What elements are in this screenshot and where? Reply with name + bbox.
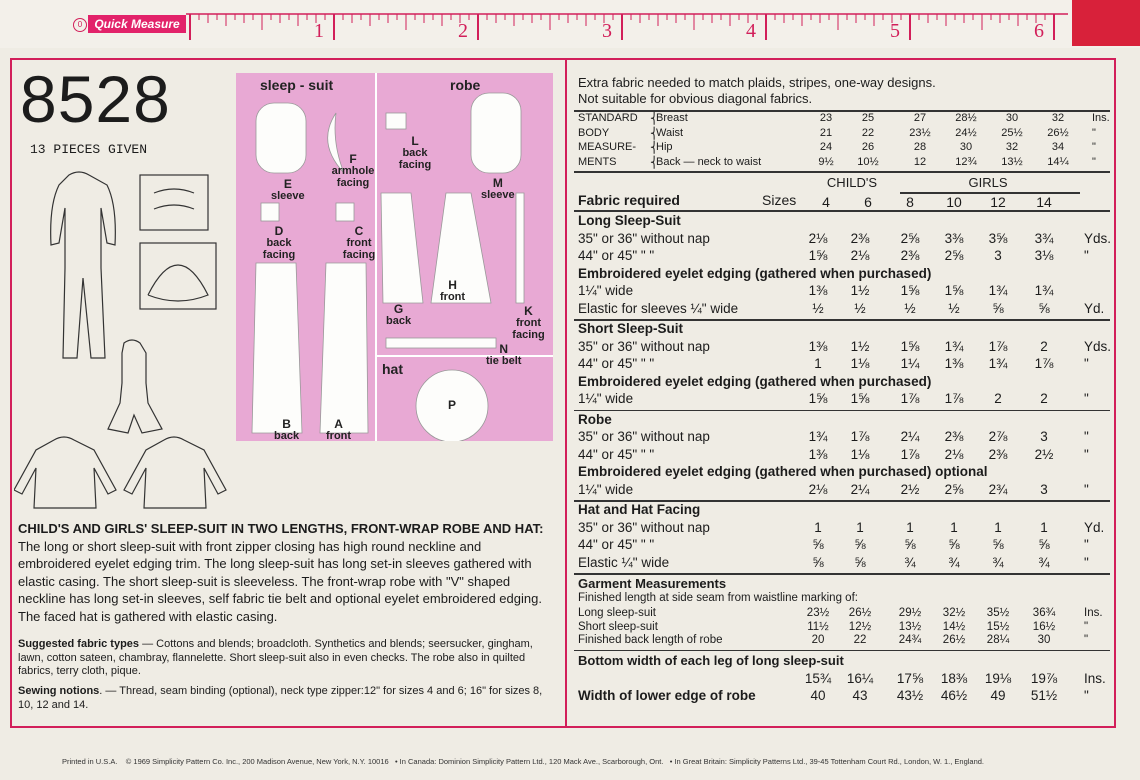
piece-letter: M — [492, 176, 503, 190]
body-measurement-value: 21 — [819, 126, 833, 139]
footer-copyright: © 1969 Simplicity Pattern Co. Inc., 200 Madison Avenue, New York, N.Y. 10016 — [125, 757, 389, 766]
body-measurement-value: 23 — [819, 112, 833, 124]
fabric-row-name: 35" or 36" without nap — [578, 519, 710, 535]
fabric-row-value: 2⅝ — [944, 248, 964, 263]
fabric-row-value: ⅝ — [854, 537, 866, 552]
body-measurement-name: Waist — [656, 126, 684, 139]
garment-sketches — [14, 165, 234, 515]
fabric-row-name: 35" or 36" without nap — [578, 429, 710, 444]
fabric-row-value: 1⅜ — [808, 283, 828, 298]
pattern-piece-e — [271, 178, 305, 202]
fabric-row-value: 2 — [1040, 391, 1048, 406]
fabric-row-value: ½ — [854, 300, 866, 316]
unit: " — [1084, 481, 1089, 497]
fabric-row-value: 2⅜ — [900, 248, 920, 263]
pattern-description — [18, 520, 556, 625]
fabric-row-value: 2⅛ — [808, 230, 828, 246]
fabric-row-value: 1⅞ — [944, 391, 964, 406]
body-measurement-label: BODY — [578, 126, 610, 139]
pattern-piece-f — [324, 153, 382, 189]
fabric-row-value: 1¾ — [944, 338, 964, 354]
leg-width-title: Bottom width of each leg of long sleep-suit — [578, 652, 844, 668]
size-header: 12 — [990, 194, 1006, 210]
hat-title: hat — [382, 361, 403, 377]
piece-name: sleeve — [271, 190, 305, 202]
brace: ⎨ — [650, 156, 659, 169]
fabric-row-value: ⅝ — [1038, 300, 1050, 316]
fabric-row-name: 35" or 36" without nap — [578, 338, 710, 354]
body-measurement-value: 32 — [1005, 141, 1019, 153]
pieces-count: 13 PIECES GIVEN — [30, 142, 148, 157]
fabric-row-value: ⅝ — [992, 537, 1004, 552]
fabric-row-value: ⅝ — [1038, 537, 1050, 552]
fabric-row-value: 1⅝ — [900, 283, 920, 298]
fabric-row-value: ¾ — [992, 554, 1004, 570]
fabric-row-name: 44" or 45" " " — [578, 356, 655, 371]
fabric-section-title: Long Sleep-Suit — [578, 213, 681, 228]
leg-width-value: 19⅞ — [1030, 670, 1058, 686]
table-rule — [574, 650, 1110, 652]
fabric-row-value: 1¾ — [808, 429, 828, 444]
body-measurement-value: 10½ — [857, 155, 879, 168]
fabric-row-value: 1 — [994, 519, 1002, 535]
fabric-row-value: ½ — [812, 300, 824, 316]
fabric-row-value: 1⅝ — [944, 283, 964, 298]
size-header: 10 — [946, 194, 962, 210]
brace: ⎨ — [650, 142, 659, 154]
pattern-piece-g — [386, 303, 411, 327]
fabric-row-value: 3 — [994, 248, 1002, 263]
garment-row-value: 30 — [1037, 634, 1051, 646]
piece-letter: G — [393, 302, 404, 316]
ruler-inch-label: 5 — [890, 20, 900, 42]
garment-row-value: 15½ — [986, 620, 1010, 633]
unit: " — [1092, 126, 1096, 139]
pattern-piece-l — [386, 135, 444, 171]
unit: " — [1092, 141, 1096, 153]
fabric-row-name: 1¼" wide — [578, 481, 634, 497]
footer-printed: Printed in U.S.A. — [62, 757, 118, 766]
ruler-inch-label: 1 — [314, 20, 324, 42]
garment-row-value: 12½ — [848, 620, 872, 633]
body-measurement-name: Back — neck to waist — [656, 155, 762, 168]
size-header: 6 — [864, 194, 872, 210]
fabric-row-value: 3⅛ — [1034, 248, 1054, 263]
fabric-row-name: 1¼" wide — [578, 391, 634, 406]
fabric-row-value: 3⅝ — [988, 230, 1008, 246]
girls-label: GIRLS — [968, 175, 1008, 190]
sleep-suit-title: sleep - suit — [260, 77, 334, 93]
fabric-row-value: 1¾ — [988, 283, 1008, 298]
fabric-row-value: ⅝ — [948, 537, 960, 552]
body-measurement-value: 30 — [1005, 112, 1019, 124]
fabric-row-value: 1⅛ — [850, 356, 870, 371]
unit: Yd. — [1084, 300, 1105, 316]
childs-label: CHILD'S — [826, 175, 878, 190]
fabric-row-value: 2¼ — [850, 481, 870, 497]
robe-width-value: 40 — [810, 687, 826, 703]
piece-letter: F — [349, 152, 357, 166]
body-measurement-value: 12¾ — [955, 155, 977, 168]
body-measurement-value: 22 — [861, 126, 875, 139]
fabric-row-value: 1 — [814, 519, 822, 535]
leg-width-value: 15¾ — [804, 670, 832, 686]
unit: " — [1084, 446, 1089, 462]
robe-width-value: 49 — [990, 687, 1006, 703]
fabrics-label: Suggested fabric types — [18, 638, 140, 650]
unit: " — [1084, 356, 1089, 371]
fabric-row-value: 3 — [1040, 429, 1048, 444]
fabric-row-value: 2⅝ — [900, 230, 920, 246]
fabric-row-value: 2⅛ — [850, 248, 870, 263]
fabric-section-title: Hat and Hat Facing — [578, 502, 701, 517]
ruler-inch-label: 3 — [602, 20, 612, 42]
pattern-piece-p — [448, 399, 456, 411]
fabric-row-value: ⅝ — [904, 537, 916, 552]
size-header: 8 — [906, 194, 914, 210]
unit: Ins. — [1092, 112, 1110, 124]
fabric-row-value: 1 — [906, 519, 914, 535]
fabric-row-value: 2⅝ — [944, 481, 964, 497]
pattern-piece-n — [486, 343, 521, 367]
garment-row-value: 36¾ — [1032, 607, 1056, 619]
pattern-number: 8528 — [20, 62, 171, 136]
piece-letter: E — [283, 177, 292, 191]
fabric-row-value: 2⅜ — [944, 429, 964, 444]
leg-width-value: 18⅜ — [940, 670, 968, 686]
fabric-row-value: ¾ — [904, 554, 916, 570]
body-measurement-value: 23½ — [909, 126, 931, 139]
unit: " — [1084, 620, 1089, 633]
body-measurement-value: 27 — [913, 112, 927, 124]
fabric-row-value: 1 — [950, 519, 958, 535]
size-header: 14 — [1036, 194, 1052, 210]
piece-name: sleeve — [481, 189, 515, 201]
garment-title: Garment Measurements — [578, 576, 727, 591]
sizes-label: Sizes — [762, 192, 797, 208]
fabric-row-value: 1⅞ — [900, 391, 920, 406]
piece-name: front — [326, 430, 352, 442]
piece-letter: H — [448, 278, 457, 292]
fabrics-text: — Cottons and blends; broadcloth. Synthetics and blends; seersucker, gingham, lawn, cotton sateen, chambray, flannelette. Short sleep-suit also in even checks. The robe also in quilted fabrics, terry cloth, pique. — [18, 638, 533, 677]
piece-name: front facing — [512, 317, 545, 341]
fabric-row-name: 44" or 45" " " — [578, 248, 655, 263]
fabric-row-value: 1⅞ — [1034, 356, 1054, 371]
garment-row-value: 28¼ — [986, 634, 1010, 646]
fabric-row-value: ⅝ — [812, 537, 824, 552]
fabric-row-value: 1⅞ — [988, 338, 1008, 354]
fabric-row-name: Elastic for sleeves ¼" wide — [578, 300, 739, 316]
fabric-row-value: 1 — [856, 519, 864, 535]
fabric-row-value: 1 — [814, 356, 822, 371]
pattern-piece-b — [274, 418, 299, 442]
body-measurement-value: 28 — [913, 141, 927, 153]
fabric-row-value: 1¼ — [900, 356, 920, 371]
garment-row-value: 26½ — [942, 634, 966, 646]
ruler-inch-label: 4 — [746, 20, 756, 42]
leg-width-value: 16¼ — [846, 670, 874, 686]
ruler-inch-label: 2 — [458, 20, 468, 42]
unit: " — [1084, 687, 1089, 703]
piece-letter: K — [524, 304, 533, 318]
garment-row-value: 24¾ — [898, 634, 922, 646]
garment-row-value: 32½ — [942, 607, 966, 619]
piece-name: armhole facing — [331, 165, 375, 189]
fabric-row-value: 1⅝ — [808, 391, 828, 406]
body-measurement-label: MENTS — [578, 155, 617, 168]
fabric-row-value: 2⅞ — [988, 429, 1008, 444]
robe-width-value: 43 — [852, 687, 868, 703]
fabric-row-value: ½ — [948, 300, 960, 316]
description-body: The long or short sleep-suit with front zipper closing has high round neckline and embroidered eyelet edging trim. The long sleep-suit has long set-in sleeves gathered with elastic casing. The short sleep-suit is sleeveless. The front-wrap robe with "V" shaped neckline has long set-in sleeves, self fabric tie belt and optional eyelet embroidered edging. The faced hat is gathered with elastic casing. — [18, 538, 542, 624]
fabric-row-name: 44" or 45" " " — [578, 537, 655, 552]
garment-row-value: 23½ — [806, 607, 830, 619]
suggested-fabrics — [18, 638, 556, 679]
piece-letter: P — [448, 398, 457, 412]
notions-text: . — Thread, seam binding (optional), neck type zipper:12" for sizes 4 and 6; 16" for sizes 8, 10, 12 and 14. — [18, 685, 543, 711]
piece-name: front — [440, 291, 466, 303]
fabric-row-value: ¾ — [1038, 554, 1050, 570]
ruler-inch-label: 6 — [1034, 20, 1044, 42]
piece-name: back facing — [262, 237, 296, 261]
piece-name: back — [386, 315, 412, 327]
column-divider — [565, 60, 567, 726]
table-rule — [574, 410, 1110, 412]
piece-letter: D — [274, 224, 284, 238]
brace: ⎨ — [650, 127, 659, 140]
fabric-row-value: ½ — [904, 300, 916, 316]
piece-letter: L — [411, 134, 419, 148]
fabric-row-value: 2 — [1040, 338, 1048, 354]
robe-width-value: 46½ — [940, 687, 968, 703]
fabric-row-name: Elastic ¼" wide — [578, 554, 670, 570]
fabric-row-value: 2⅛ — [944, 446, 964, 462]
note-line: Not suitable for obvious diagonal fabrics. — [578, 91, 813, 106]
fabric-row-value: 2⅜ — [988, 446, 1008, 462]
body-measurement-value: 30 — [959, 141, 973, 153]
fabric-row-value: ⅝ — [992, 300, 1004, 316]
garment-subtitle: Finished length at side seam from waistline marking of: — [578, 592, 858, 604]
fabric-section-title: Embroidered eyelet edging (gathered when purchased) — [578, 265, 932, 281]
fabric-section-title: Embroidered eyelet edging (gathered when purchased) optional — [578, 464, 988, 479]
pattern-piece-m — [481, 177, 515, 201]
garment-row-value: 29½ — [898, 607, 922, 619]
piece-name: back — [274, 430, 300, 442]
garment-row-name: Finished back length of robe — [578, 634, 723, 646]
fabric-row-value: 3¾ — [1034, 230, 1054, 246]
ruler-zero-marker: 0 — [73, 18, 87, 32]
fabric-row-value: 2⅜ — [850, 230, 870, 246]
pattern-piece-k — [504, 305, 553, 341]
unit: " — [1084, 391, 1089, 406]
fabric-notes — [578, 75, 936, 107]
fabric-row-value: 1⅛ — [850, 446, 870, 462]
unit: Ins. — [1084, 670, 1106, 686]
fabric-required-title: Fabric required — [578, 192, 680, 208]
fabric-section-title: Short Sleep-Suit — [578, 321, 684, 336]
piece-letter: B — [282, 417, 291, 431]
leg-width-value: 19⅛ — [984, 670, 1012, 686]
fabric-row-name: 44" or 45" " " — [578, 446, 655, 462]
garment-row-value: 11½ — [807, 620, 829, 633]
fabric-row-value: ⅝ — [854, 554, 866, 570]
fabric-row-value: 3⅜ — [944, 230, 964, 246]
garment-row-value: 22 — [853, 634, 867, 646]
unit: " — [1084, 554, 1089, 570]
unit: " — [1084, 537, 1089, 552]
body-measurement-value: 25 — [861, 112, 875, 124]
piece-name: front facing — [342, 237, 376, 261]
pattern-piece-h — [440, 279, 465, 303]
body-measurement-value: 32 — [1051, 112, 1065, 124]
body-measurement-value: 9½ — [818, 155, 834, 168]
garment-row-value: 26½ — [848, 607, 872, 619]
fabric-row-value: 2 — [994, 391, 1002, 406]
fabric-section-title: Embroidered eyelet edging (gathered when purchased) — [578, 373, 932, 389]
body-measurement-name: Hip — [656, 141, 673, 153]
body-measurement-value: 26½ — [1047, 126, 1069, 139]
quick-measure-label: Quick Measure — [88, 15, 186, 33]
body-measurement-value: 24½ — [955, 126, 977, 139]
size-header: 4 — [822, 194, 830, 210]
body-measurement-value: 24 — [819, 141, 833, 153]
pattern-piece-c — [330, 225, 388, 261]
body-measurement-value: 25½ — [1001, 126, 1023, 139]
leg-width-value: 17⅝ — [896, 670, 924, 686]
piece-letter: A — [334, 417, 343, 431]
fabric-row-value: 1 — [1040, 519, 1048, 535]
fabric-row-value: 1⅜ — [808, 338, 828, 354]
fabric-row-value: 1⅜ — [944, 356, 964, 371]
fabric-row-name: 35" or 36" without nap — [578, 230, 710, 246]
corner-tab — [1072, 0, 1140, 46]
body-measurement-label: MEASURE- — [578, 141, 637, 153]
fabric-row-value: 2½ — [1034, 446, 1054, 462]
body-measurement-value: 34 — [1051, 141, 1065, 153]
body-measurement-value: 12 — [913, 155, 927, 168]
robe-title: robe — [450, 77, 481, 93]
fabric-row-value: 1⅞ — [900, 446, 920, 462]
unit: Yds. — [1084, 230, 1112, 246]
footer — [62, 757, 1132, 766]
robe-width-value: 43½ — [896, 687, 924, 703]
footer-canada: • In Canada: Dominion Simplicity Pattern Ltd., 120 Mack Ave., Scarborough, Ont. — [394, 757, 664, 766]
note-line: Extra fabric needed to match plaids, stripes, one-way designs. — [578, 75, 936, 90]
footer-britain: • In Great Britain: Simplicity Patterns Ltd., 39-45 Tottenham Court Rd., London, W. 1., England. — [669, 757, 985, 766]
pattern-pieces-panel — [236, 73, 553, 441]
unit: " — [1092, 155, 1096, 168]
fabric-row-value: ¾ — [948, 554, 960, 570]
fabric-row-value: 1½ — [850, 338, 870, 354]
notions-label: Sewing notions — [18, 685, 100, 697]
table-rule — [574, 573, 1110, 575]
fabric-section-title: Robe — [578, 411, 612, 427]
table-rule — [574, 171, 1110, 173]
body-measurement-label: STANDARD — [578, 112, 638, 124]
sewing-notions — [18, 685, 556, 712]
fabric-row-name: 1¼" wide — [578, 283, 634, 298]
body-measurement-value: 13½ — [1001, 155, 1023, 168]
robe-width-title: Width of lower edge of robe — [578, 687, 756, 703]
fabric-row-value: 1⅝ — [808, 248, 828, 263]
fabric-row-value: 2¼ — [900, 429, 920, 444]
body-measurement-name: Breast — [656, 112, 688, 124]
brace: ⎨ — [650, 113, 659, 125]
description-title: CHILD'S AND GIRLS' SLEEP-SUIT IN TWO LENGTHS, FRONT-WRAP ROBE AND HAT: — [18, 521, 544, 536]
table-rule — [574, 210, 1110, 212]
pattern-piece-d — [250, 225, 308, 261]
garment-row-value: 16½ — [1032, 620, 1056, 633]
fabric-row-value: 2¾ — [988, 481, 1008, 497]
fabric-row-value: 1⅜ — [808, 446, 828, 462]
unit: Yd. — [1084, 519, 1105, 535]
body-measurement-value: 26 — [861, 141, 875, 153]
pattern-piece-a — [326, 418, 351, 442]
fabric-row-value: 1½ — [850, 283, 870, 298]
fabric-row-value: 1⅝ — [900, 338, 920, 354]
body-measurement-value: 28½ — [955, 112, 977, 124]
fabric-row-value: 2½ — [900, 481, 920, 497]
unit: Ins. — [1084, 607, 1103, 619]
garment-row-value: 35½ — [986, 607, 1010, 619]
piece-letter: C — [354, 224, 364, 238]
unit: " — [1084, 634, 1089, 646]
piece-letter: N — [499, 342, 509, 356]
fabric-row-value: 3 — [1040, 481, 1048, 497]
piece-name: back facing — [398, 147, 432, 171]
fabric-row-value: 1¾ — [988, 356, 1008, 371]
garment-row-value: 13½ — [898, 620, 922, 633]
piece-name: tie belt — [486, 355, 522, 367]
garment-row-value: 20 — [811, 634, 825, 646]
fabric-row-value: 1¾ — [1034, 283, 1054, 298]
unit: " — [1084, 429, 1089, 444]
fabric-row-value: 1⅞ — [850, 429, 870, 444]
unit: " — [1084, 248, 1089, 263]
unit: Yds. — [1084, 338, 1112, 354]
garment-row-name: Long sleep-suit — [578, 607, 656, 619]
body-measurement-value: 14¼ — [1047, 155, 1069, 168]
robe-width-value: 51½ — [1030, 687, 1058, 703]
fabric-row-value: ⅝ — [812, 554, 824, 570]
fabric-row-value: 1⅝ — [850, 391, 870, 406]
garment-row-value: 14½ — [942, 620, 966, 633]
garment-row-name: Short sleep-suit — [578, 620, 658, 633]
fabric-row-value: 2⅛ — [808, 481, 828, 497]
